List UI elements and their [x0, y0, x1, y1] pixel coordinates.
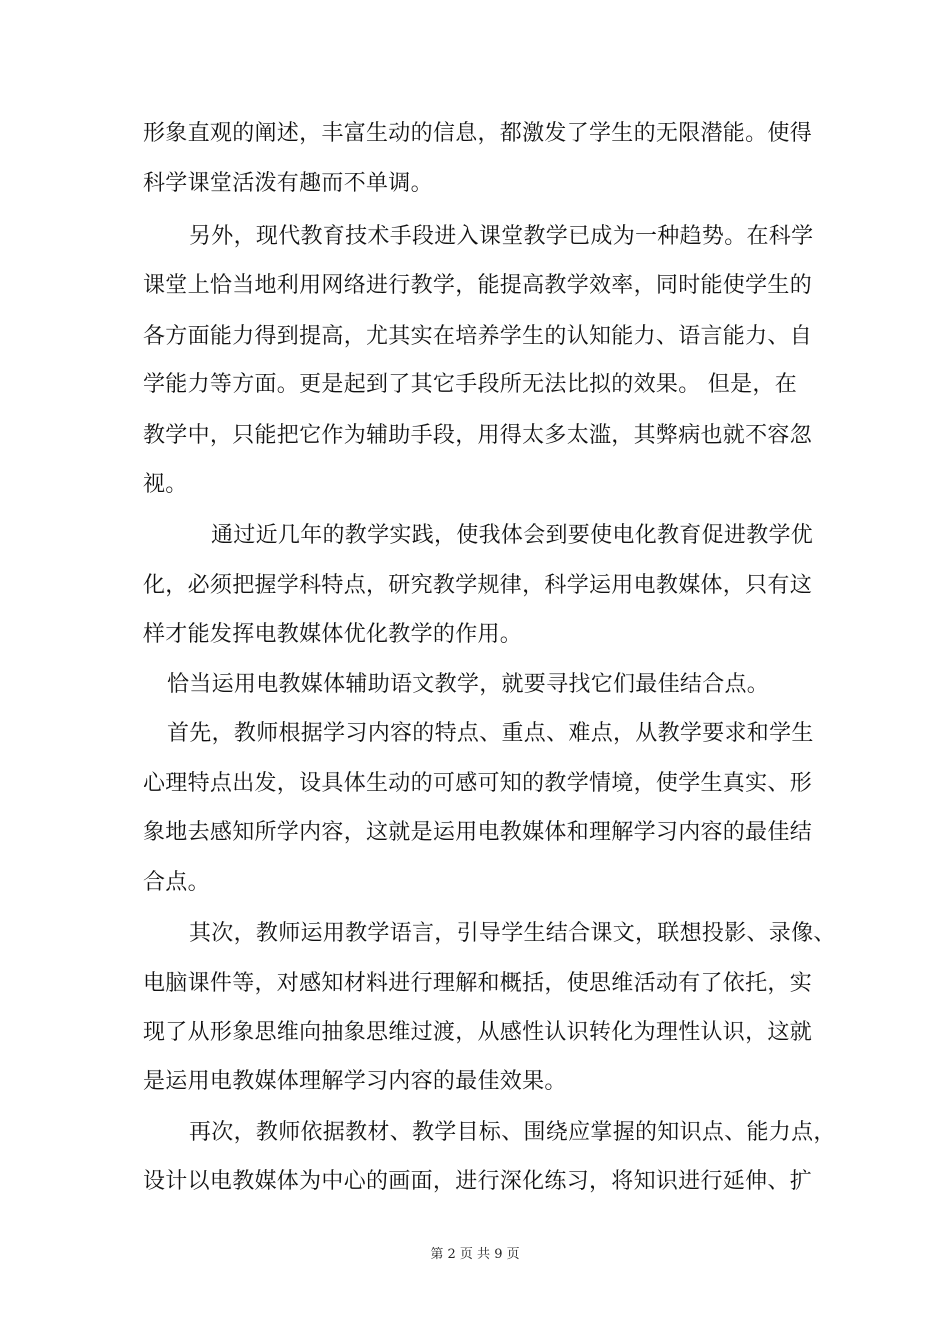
text-line: 设计以电教媒体为中心的画面，进行深化练习，将知识进行延伸、扩	[143, 1169, 813, 1194]
text-line: 科学课堂活泼有趣而不单调。	[143, 171, 433, 196]
text-line: 电脑课件等，对感知材料进行理解和概括，使思维活动有了依托，实	[143, 971, 813, 996]
text-line: 视。	[143, 472, 188, 497]
text-line: 合点。	[143, 870, 210, 895]
text-line: 各方面能力得到提高，尤其实在培养学生的认知能力、语言能力、自	[143, 324, 813, 349]
text-line: 现了从形象思维向抽象思维过渡，从感性认识转化为理性认识，这就	[143, 1020, 813, 1045]
paragraph-start-line: 通过近几年的教学实践，使我体会到要使电化教育促进教学优	[211, 523, 814, 548]
paragraph-start-line: 恰当运用电教媒体辅助语文教学，就要寻找它们最佳结合点。	[167, 672, 770, 697]
page-number-footer: 第 2 页 共 9 页	[430, 1247, 520, 1262]
text-line: 象地去感知所学内容，这就是运用电教媒体和理解学习内容的最佳结	[143, 820, 813, 845]
text-line: 心理特点出发，设具体生动的可感可知的教学情境，使学生真实、形	[143, 771, 813, 796]
paragraph-start-line: 再次，教师依据教材、教学目标、围绕应掌握的知识点、能力点，	[189, 1120, 836, 1145]
text-line: 样才能发挥电教媒体优化教学的作用。	[143, 622, 523, 647]
text-line: 课堂上恰当地利用网络进行教学，能提高教学效率，同时能使学生的	[143, 273, 813, 298]
paragraph-start-line: 其次，教师运用教学语言，引导学生结合课文，联想投影、录像、	[189, 921, 836, 946]
text-line: 形象直观的阐述，丰富生动的信息，都激发了学生的无限潜能。使得	[143, 121, 813, 146]
paragraph-start-line: 另外，现代教育技术手段进入课堂教学已成为一种趋势。在科学	[189, 224, 814, 249]
paragraph-start-line: 首先，教师根据学习内容的特点、重点、难点，从教学要求和学生	[167, 721, 814, 746]
text-line: 学能力等方面。更是起到了其它手段所无法比拟的效果。 但是，在	[143, 372, 797, 397]
text-line: 教学中，只能把它作为辅助手段，用得太多太滥，其弊病也就不容忽	[143, 423, 813, 448]
text-line: 化，必须把握学科特点，研究教学规律，科学运用电教媒体，只有这	[143, 573, 813, 598]
text-line: 是运用电教媒体理解学习内容的最佳效果。	[143, 1069, 567, 1094]
